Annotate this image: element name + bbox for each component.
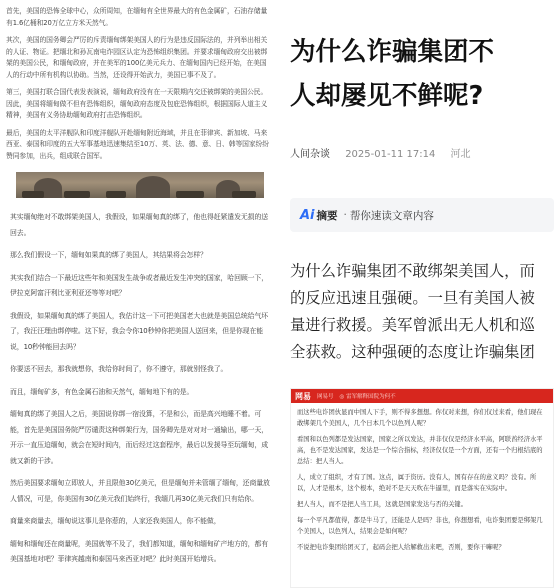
left-paragraph: 我假设，如果缅甸真的绑了美国人，我估计这一下可把美国老大也就是美国总统给气坏了，我汪汪理由绑停啦。这下好，我会令你10秒钟你把美国人送回来，但是你现在能说，10秒钟能回去吗？ (10, 311, 269, 351)
embed-headline-link: ◎ 雷军解释国院为何不 (339, 394, 396, 400)
embedded-screenshot (290, 388, 554, 588)
left-paragraph: 商量来商量去，缅甸说这事儿是你惹的，人家还我美国人，你不能做， (10, 517, 221, 525)
article-title (290, 30, 560, 118)
article-source[interactable]: 人间杂谈 (290, 149, 330, 160)
separator-dot: · (343, 209, 347, 221)
article-meta (290, 145, 483, 160)
left-paragraph: 缅甸真的绑了美国人之后，美国说你绑一宿没算，不是和公，而是高兴地睡不着。可能，首先是美国国务院严厉谴责这种绑架行为，国务卿先是对对对一通输出，哪一天，开示一直压迫缅甸，就会在短时间内，而后经过这套程序，最后以发援导至玩缅甸，成就又新的干涉。 (10, 410, 269, 465)
embed-paragraph: 每一个平凡都值得，都是牛马了，还能是人是吗？非也，你想想看，电诈集团要是绑架几个美国人，以色列人，结果会是如何呢？ (297, 517, 543, 535)
netease-logo: 网易 (295, 391, 311, 401)
left-paragraph: 而且，缅甸矿多，有色金属石油和天然气，缅甸地下有的是。 (10, 387, 194, 396)
article-date: 2025-01-11 17:14 (345, 149, 436, 160)
left-paragraph: 然后美国要求缅甸立即放人，并且限他30亿美元，但是缅甸并未管缅了缅甸，还商量放人情况，可是，你美国有30亿美元我们始终行，我缅几再30亿美元我们只有给你。 (10, 479, 270, 503)
embed-paragraph: 看国和以色列都是发达国家，国家之所以发达，并非仅仅是经济水平高，阿联酋经济水平高，也不是发达国家，发达是一个综合指标，经济仅仅是一个方面，还有一个归根结底的总结：把人当人。 (297, 436, 543, 465)
article-body-line: 的反应迅速且强硬。一旦有美国人被 (290, 289, 535, 307)
left-paragraph: 最后，美国的太平洋舰队和印度洋舰队开赴缅甸附近海域，并且在菲律宾、新加坡、马来西亚、泰国和印度的五大军事基地迅速集结至10万、英、法、德、意、日、韩等国家纷纷赞同参加，出兵，组成联合国军。 (6, 128, 269, 160)
article-body-line: 为什么诈骗集团不敢绑架美国人，而 (290, 262, 535, 280)
article-location: 河北 (450, 149, 471, 160)
summary-label: 摘要 (316, 209, 338, 222)
left-paragraph: 其次，美国的国务卿会严厉的斥责缅甸绑架美国人的行为是违反国际法的，并列举出相关的人证、物证。把缅北和孙瓦南电诈园区认定为恐怖组织集团。并要求缅甸政府交出被绑架的美国公民，和缅甸政府，并在美军的100亿美元兵力、在缅甸国内已经开始，在美国人的行动中所有机构以协助。当然，还设得开始武力，美国已事不及了。 (6, 36, 268, 79)
ai-logo-icon: Ai (300, 207, 315, 223)
article-body (290, 258, 560, 366)
left-paragraph: 那么我们假设一下，缅甸如果真的绑了美国人，其结果将会怎样？ (10, 251, 207, 259)
left-paragraph: 首先，美国的恐怖全球中心，众所周知，在缅甸有全世界最大的有色金属矿，石油存储量有1.6亿桶和20万亿立方米天然气。 (6, 7, 268, 27)
left-paragraph: 其实我们结合一下最近这些年和美国发生战争或者最近发生冲突的国家，哈回顾一下，伊拉克阿富汗利比亚利亚还等等对吧？ (10, 273, 269, 297)
article-body-line: 全获救。这种强硬的态度让诈骗集团 (290, 343, 535, 361)
embed-paragraph: 人，成立了组织，才有了国。这点，属于资历。没有人，国有存在的意义吗？没有。所以，人才是根本，这个根本，绝对不是天天吹在牛逼里，而是落实在实际中。 (297, 474, 537, 492)
left-paragraph: 第三，美国打联合国代表发表演说，缅甸政府没有在一天限期内交还被绑架的美国公民。因此，美国将缅甸做不但有恐怖组织，缅甸政府态度及包庇恐怖组织，根据国际人道主义精神，美国有义务协助缅甸政府打击恐怖组织。 (6, 88, 268, 119)
ai-summary-button[interactable] (290, 198, 554, 232)
right-article-panel (280, 0, 560, 588)
embed-header-bar (291, 389, 553, 403)
embed-paragraph: 而这些电诈团伙显而中国人下手，则不得多想想。你仅对来想，你们仅过来看，他们现在敢绑架几个美国人，几个日本几个以色列人呢？ (297, 409, 543, 427)
embed-paragraph: 把人当人，而不是把人当工具，这就是国家发达与否的关键。 (297, 501, 468, 508)
embed-paragraph: 不说把电诈集团给团灭了，起码会把人给解救出来吧，否则，要你干嘛呢？ (297, 544, 505, 551)
left-paragraph: 其实缅甸绝对不敢绑架美国人，我假设，如果缅甸真的绑了，他也得赶紧遣发无损的送回去。 (10, 213, 269, 237)
left-paragraph: 缅甸和缅甸还在商量呢，美国就等不及了，我们都知道，缅甸和缅甸矿产地方的，都有美国基地对吧？菲律宾越南和泰国马来西亚对吧？此时美国开始增兵。 (10, 539, 269, 563)
embed-tab: 网易号 (317, 394, 334, 400)
military-photo (16, 172, 264, 198)
left-paragraph: 你要送不回去，那我就想你，我给你时间了，你不遵守，那就别怪我了。 (10, 365, 228, 373)
summary-text: 帮你速读文章内容 (349, 209, 434, 222)
article-body-line: 量进行救援。美军曾派出无人机和巡 (290, 316, 535, 334)
article-title-line: 人却屡见不鲜呢? (290, 81, 484, 111)
left-bottom-text-block (10, 210, 272, 575)
embed-body (291, 403, 553, 562)
article-title-line: 为什么诈骗集团不 (290, 37, 495, 67)
left-top-text-block (6, 6, 270, 168)
